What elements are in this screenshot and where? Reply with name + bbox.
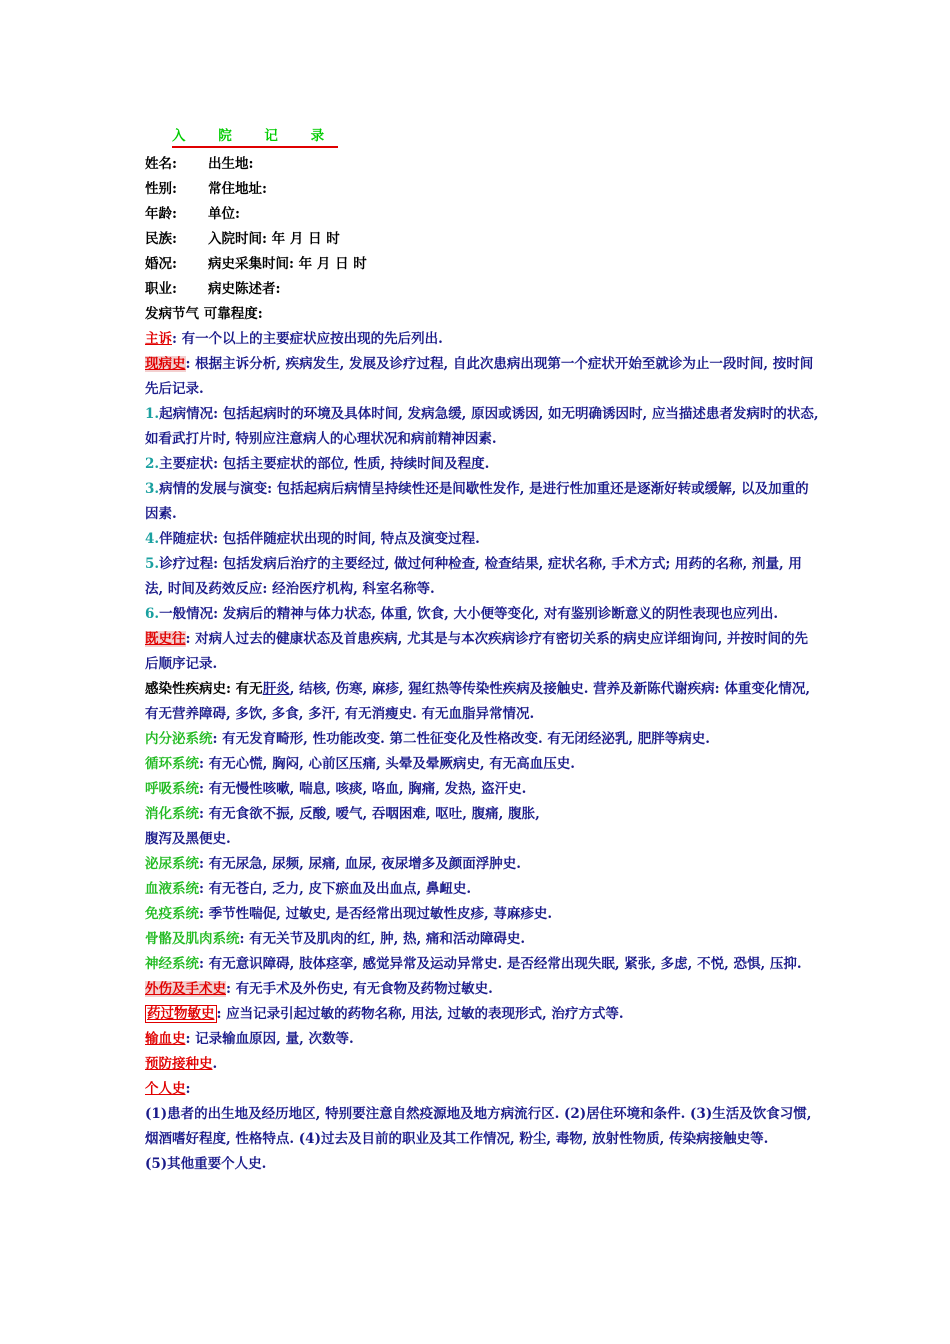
personal-history [145,1077,820,1102]
trauma-text: : 有无手术及外伤史, 有无食物及药物过敏史. [226,981,493,997]
info-row [145,152,820,177]
infectious-text-cont: , 结核, 伤寒, 麻疹, 猩红热等传染性疾病及接触史. 营养及新陈代谢疾病: 体重变化情况, 有无营养障碍, 多饮, 多食, 多汗, 有无消瘦史. 有无血脂异常情况. [145,681,811,722]
personal-item: (5)其他重要个人史. [145,1156,267,1172]
system-line [145,852,820,877]
infectious-text: 感染性疾病史: 有无 [145,681,263,697]
info-value: 病史陈述者: [208,281,281,297]
present-item [145,452,820,477]
vaccination-text: . [212,1056,218,1072]
system-line [145,952,820,977]
system-text: : 有无食欲不振, 反酸, 嗳气, 吞咽困难, 呕吐, 腹痛, 腹胀, [199,806,540,822]
present-item [145,602,820,627]
item-text: 诊疗过程: 包括发病后治疗的主要经过, 做过何种检查, 检查结果, 症状名称, 手术方式; 用药的名称, 剂量, 用法, 时间及药效反应: 经治医疗机构, 科室名称等. [145,556,802,597]
personal-history-label: 个人史 [145,1081,186,1097]
item-number: 1. [145,406,160,422]
system-label: 循环系统 [145,756,199,772]
system-text: : 有无关节及肌肉的红, 肿, 热, 痛和活动障碍史. [239,931,526,947]
system-label: 神经系统 [145,956,199,972]
info-label: 民族: [145,231,177,247]
info-label: 年龄: [145,206,177,222]
system-text: : 有无慢性咳嗽, 喘息, 咳痰, 咯血, 胸痛, 发热, 盗汗史. [199,781,527,797]
chief-complaint-text: : 有一个以上的主要症状应按出现的先后列出. [172,331,443,347]
present-item [145,402,820,452]
item-text: 伴随症状: 包括伴随症状出现的时间, 特点及演变过程. [159,531,480,547]
present-item [145,552,820,602]
system-line [145,802,820,827]
personal-item: (1)患者的出生地及经历地区, 特别要注意自然疫源地及地方病流行区. (2)居住环境和条件. (3)生活及饮食习惯, 烟酒嗜好程度, 性格特点. (4)过去及目前的职业及其工作情况, 粉尘, 毒物, 放射性物质, 传染病接触史等. [145,1106,812,1147]
system-line [145,927,820,952]
system-line [145,727,820,752]
present-illness-label: 现病史 [145,356,186,372]
info-label: 婚况: [145,256,177,272]
transfusion-text: : 记录输血原因, 量, 次数等. [185,1031,354,1047]
info-label: 姓名: [145,156,177,172]
system-text: : 有无发育畸形, 性功能改变. 第二性征变化及性格改变. 有无闭经泌乳, 肥胖等病史. [212,731,710,747]
info-value: 出生地: [208,156,254,172]
system-line [145,877,820,902]
past-history-text: : 对病人过去的健康状态及首患疾病, 尤其是与本次疾病诊疗有密切关系的病史应详细询问, 并按时间的先后顺序记录. [145,631,808,672]
system-text: : 有无尿急, 尿频, 尿痛, 血尿, 夜尿增多及颜面浮肿史. [199,856,521,872]
chief-complaint [145,327,820,352]
past-history-label: 既史往 [145,631,186,647]
hepatitis-link[interactable]: 肝炎 [262,681,290,697]
info-row [145,202,820,227]
system-label: 呼吸系统 [145,781,199,797]
item-text: 主要症状: 包括主要症状的部位, 性质, 持续时间及程度. [159,456,490,472]
info-label: 性别: [145,181,177,197]
item-number: 2. [145,456,160,472]
system-label: 免疫系统 [145,906,199,922]
item-text: 一般情况: 发病后的精神与体力状态, 体重, 饮食, 大小便等变化, 对有鉴别诊断意义的阴性表现也应列出. [159,606,779,622]
admission-record-document [145,124,820,1177]
system-label: 内分泌系统 [145,731,213,747]
info-label: 职业: [145,281,177,297]
system-label: 消化系统 [145,806,199,822]
personal-history-colon: : [185,1081,191,1097]
item-text: 起病情况: 包括起病时的环境及具体时间, 发病急缓, 原因或诱因, 如无明确诱因时, 应当描述患者发病时的状态, 如看武打片时, 特别应注意病人的心理状况和病前精神因素. [145,406,819,447]
info-value: 入院时间: 年 月 日 时 [208,231,340,247]
info-row [145,277,820,302]
info-value: 单位: [208,206,240,222]
digestive-continuation: 腹泻及黑便史. [145,831,231,847]
infectious-history [145,677,820,727]
vaccination-history [145,1052,820,1077]
system-text: : 季节性喘促, 过敏史, 是否经常出现过敏性皮疹, 荨麻疹史. [199,906,553,922]
info-value: 常住地址: [208,181,267,197]
system-line [145,777,820,802]
drug-allergy [145,1002,820,1027]
system-label: 血液系统 [145,881,199,897]
item-text: 病情的发展与演变: 包括起病后病情呈持续性还是间歇性发作, 是进行性加重还是逐渐好转或缓解, 以及加重的因素. [145,481,809,522]
item-number: 4. [145,531,160,547]
system-text: : 有无苍白, 乏力, 皮下瘀血及出血点, 鼻衄史. [199,881,472,897]
system-line [145,902,820,927]
past-history [145,627,820,677]
transfusion-label: 输血史 [145,1031,186,1047]
present-illness-text: : 根据主诉分析, 疾病发生, 发展及诊疗过程, 自此次患病出现第一个症状开始至就诊为止一段时间, 按时间先后记录. [145,356,814,397]
info-row [145,252,820,277]
drug-allergy-text: : 应当记录引起过敏的药物名称, 用法, 过敏的表现形式, 治疗方式等. [216,1006,624,1022]
chief-complaint-label: 主诉 [145,331,172,347]
item-number: 3. [145,481,160,497]
item-number: 5. [145,556,160,572]
system-label: 泌尿系统 [145,856,199,872]
onset-line: 发病节气 可靠程度: [145,306,263,322]
present-item [145,527,820,552]
system-text: : 有无心慌, 胸闷, 心前区压痛, 头晕及晕厥病史, 有无高血压史. [199,756,575,772]
system-label: 骨骼及肌肉系统 [145,931,240,947]
item-number: 6. [145,606,160,622]
trauma-history [145,977,820,1002]
transfusion-history [145,1027,820,1052]
info-row [145,227,820,252]
drug-allergy-label: 药过物敏史 [147,1006,215,1022]
trauma-label: 外伤及手术史 [145,981,226,997]
system-text: : 有无意识障碍, 肢体痉挛, 感觉异常及运动异常史. 是否经常出现失眠, 紧张, 多虑, 不悦, 恐惧, 压抑. [199,956,802,972]
info-value: 病史采集时间: 年 月 日 时 [208,256,367,272]
info-row [145,177,820,202]
system-line [145,752,820,777]
vaccination-label: 预防接种史 [145,1056,213,1072]
present-illness [145,352,820,402]
document-title: 入 院 记 录 [172,126,338,148]
present-item [145,477,820,527]
